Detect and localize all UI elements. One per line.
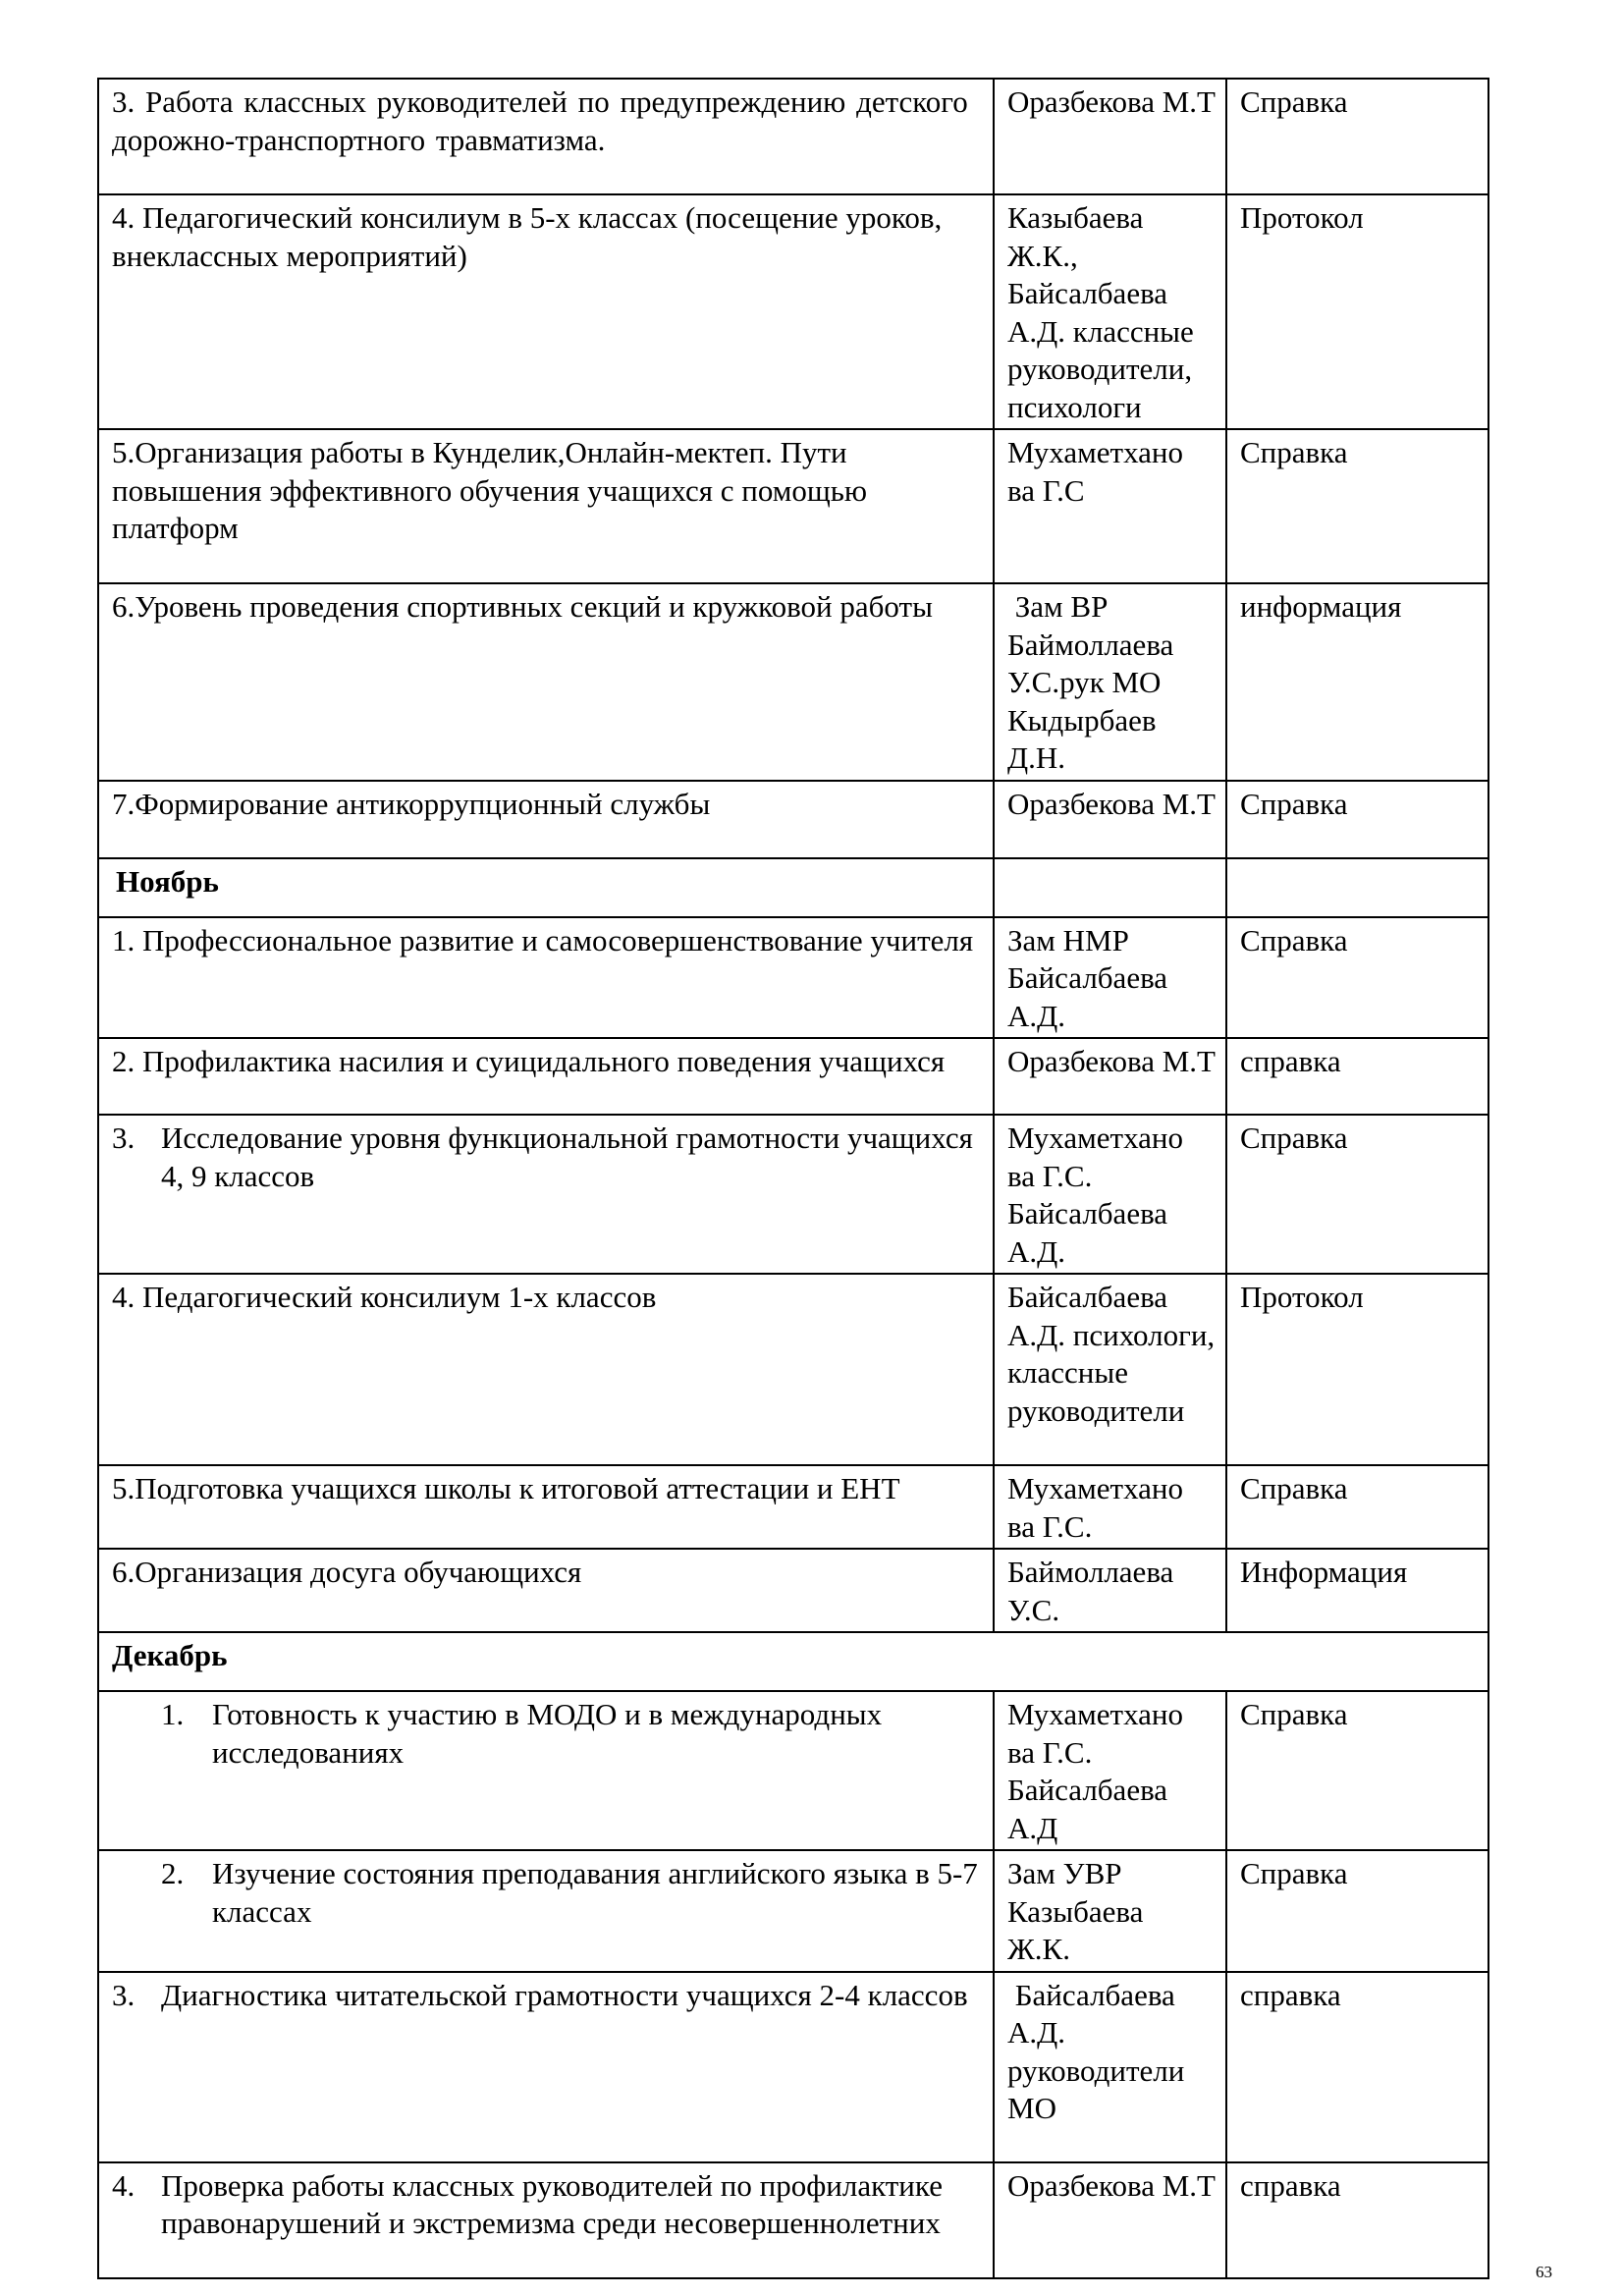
result-cell: Справка (1226, 1850, 1488, 1972)
responsible-line: Зам НМР (1007, 922, 1129, 957)
task-cell (98, 1972, 994, 2162)
responsible-cell: Оразбекова М.Т (994, 1038, 1226, 1115)
task-cell (98, 1850, 994, 1972)
responsible-cell (994, 1115, 1226, 1274)
result-cell: Справка (1226, 1691, 1488, 1850)
table-row (98, 917, 1488, 1039)
responsible-line: Байсалбаева (1007, 1196, 1168, 1230)
task-cell: 6.Организация досуга обучающихся (98, 1549, 994, 1632)
responsible-line: Д.Н. (1007, 740, 1066, 775)
item-text: Диагностика читательской грамотности учащихся 2-4 классов (161, 1977, 968, 2012)
task-cell (98, 1691, 994, 1850)
responsible-line: А.Д (1007, 1810, 1058, 1845)
task-cell: 6.Уровень проведения спортивных секций и кружковой работы (98, 583, 994, 781)
table-row (98, 1274, 1488, 1465)
responsible-cell: Оразбекова М.Т (994, 2162, 1226, 2278)
table-row (98, 1850, 1488, 1972)
table-row (98, 781, 1488, 858)
responsible-line: Кыдырбаев (1007, 702, 1157, 738)
responsible-line: Ж.К. (1007, 1932, 1070, 1966)
responsible-line: Байсалбаева (1007, 1773, 1168, 1807)
result-cell: Справка (1226, 79, 1488, 194)
responsible-cell: Байсалбаева А.Д. психологи, классные руководители (994, 1274, 1226, 1465)
item-number: 3. (112, 1977, 135, 2012)
task-cell: 5.Подготовка учащихся школы к итоговой аттестации и ЕНТ (98, 1465, 994, 1549)
responsible-line: Зам УВР (1007, 1856, 1122, 1890)
result-cell: Информация (1226, 1549, 1488, 1632)
result-cell: информация (1226, 583, 1488, 781)
responsible-cell: Казыбаева Ж.К., Байсалбаева А.Д. классные руководители, психологи (994, 194, 1226, 429)
item-text: Проверка работы классных руководителей по профилактике правонарушений и экстремизма среди несовершеннолетних (161, 2167, 943, 2240)
responsible-line (1007, 588, 1216, 627)
responsible-line: Баймоллаева (1007, 627, 1174, 662)
item-text: Готовность к участию в МОДО и в международных исследованиях (212, 1697, 883, 1770)
responsible-cell: Байсалбаева А.Д. руководители МО (994, 1972, 1226, 2162)
month-heading: Декабрь (98, 1632, 1488, 1691)
responsible-line: А.Д. (1007, 998, 1066, 1033)
task-cell: 2. Профилактика насилия и суицидального поведения учащихся (98, 1038, 994, 1115)
numbered-item (112, 2167, 983, 2243)
task-cell (98, 2162, 994, 2278)
result-cell: справка (1226, 1972, 1488, 2162)
table-row (98, 194, 1488, 429)
result-cell: Справка (1226, 917, 1488, 1039)
result-cell: Справка (1226, 1115, 1488, 1274)
result-cell: справка (1226, 2162, 1488, 2278)
numbered-item (112, 1120, 983, 1195)
item-number: 4. (112, 2167, 135, 2203)
table-row (98, 429, 1488, 583)
table-row (98, 1038, 1488, 1115)
item-text: Изучение состояния преподавания английского языка в 5-7 классах (212, 1856, 978, 1929)
result-cell: Справка (1226, 429, 1488, 583)
responsible-cell (994, 1850, 1226, 1972)
plan-table (97, 78, 1489, 2279)
item-number: 3. (112, 1121, 135, 1155)
numbered-item (112, 1855, 983, 1931)
table-row (98, 1465, 1488, 1549)
result-cell: Справка (1226, 1465, 1488, 1549)
task-cell: 4. Педагогический консилиум в 5-х классах (посещение уроков, внеклассных мероприятий) (98, 194, 994, 429)
result-cell: Справка (1226, 781, 1488, 858)
table-row (98, 1549, 1488, 1632)
empty-cell (994, 858, 1226, 917)
result-cell: Протокол (1226, 1274, 1488, 1465)
item-number: 2. (161, 1856, 185, 1890)
task-cell: 7.Формирование антикоррупционный службы (98, 781, 994, 858)
table-row (98, 1972, 1488, 2162)
responsible-cell (994, 1691, 1226, 1850)
table-row (98, 2162, 1488, 2278)
numbered-item (112, 1696, 983, 1772)
result-cell: Протокол (1226, 194, 1488, 429)
page-number: 63 (1536, 2263, 1552, 2281)
item-number: 1. (161, 1697, 185, 1731)
responsible-cell (994, 583, 1226, 781)
responsible-cell: Оразбекова М.Т (994, 79, 1226, 194)
table-row (98, 1691, 1488, 1850)
task-cell: 4. Педагогический консилиум 1-х классов (98, 1274, 994, 1465)
month-heading: Ноябрь (98, 858, 994, 917)
responsible-cell (994, 917, 1226, 1039)
responsible-line: Мухаметхано (1007, 1121, 1184, 1155)
responsible-line: ва Г.С. (1007, 1734, 1093, 1770)
empty-cell (1226, 858, 1488, 917)
numbered-item (112, 1977, 983, 2015)
responsible-line: А.Д. (1007, 1233, 1066, 1269)
month-header-row (98, 1632, 1488, 1691)
responsible-cell: Оразбекова М.Т (994, 781, 1226, 858)
table-row (98, 583, 1488, 781)
responsible-line: У.С.рук МО (1007, 665, 1162, 699)
task-cell: 5.Организация работы в Кунделик,Онлайн-мектеп. Пути повышения эффективного обучения учащихся с помощью платформ (98, 429, 994, 583)
responsible-line-text: Зам ВР (1007, 589, 1109, 624)
responsible-line: Казыбаева (1007, 1893, 1144, 1929)
task-cell: 1. Профессиональное развитие и самосовершенствование учителя (98, 917, 994, 1039)
table-row (98, 79, 1488, 194)
responsible-line: Мухаметхано (1007, 1697, 1184, 1731)
result-cell: справка (1226, 1038, 1488, 1115)
responsible-line: Байсалбаева (1007, 960, 1168, 995)
table-row (98, 1115, 1488, 1274)
task-cell: 3. Работа классных руководителей по предупреждению детского дорожно-транспортного травматизма. (98, 79, 994, 194)
responsible-cell: Мухаметхано ва Г.С (994, 429, 1226, 583)
responsible-cell: Баймоллаева У.С. (994, 1549, 1226, 1632)
task-cell (98, 1115, 994, 1274)
responsible-line: ва Г.С. (1007, 1158, 1093, 1193)
month-header-row (98, 858, 1488, 917)
responsible-cell: Мухаметхано ва Г.С. (994, 1465, 1226, 1549)
item-text: Исследование уровня функциональной грамотности учащихся 4, 9 классов (161, 1121, 973, 1193)
